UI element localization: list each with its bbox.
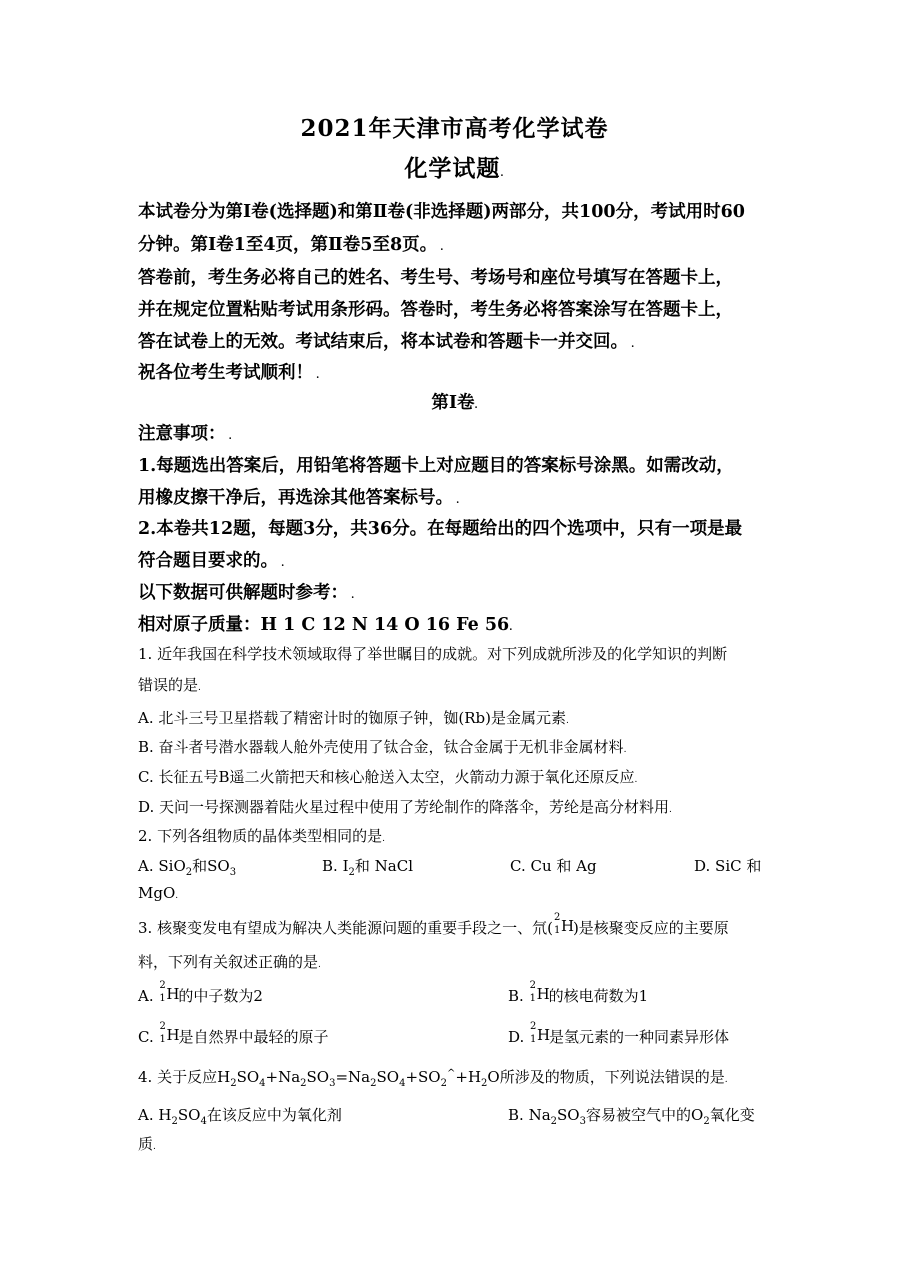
q4-option-b-s2: 3 — [579, 1116, 586, 1127]
q3-option-c-nuclide-symbol: H — [166, 1026, 180, 1044]
q3-stem-nuclide-number: 1 — [553, 925, 561, 936]
notes-title-text: 注意事项： — [138, 424, 226, 444]
q2-option-c — [510, 855, 597, 876]
section-heading: 第Ⅰ卷. — [431, 393, 478, 413]
note-1-line-1: 1.每题选出答案后，用铅笔将答题卡上对应题目的答案标号涂黑。如需改动， — [138, 456, 734, 476]
q4-option-a-s1: 2 — [171, 1116, 178, 1127]
note-2-line-1: 2.本卷共12题，每题3分，共36分。在每题给出的四个选项中，只有一项是最 — [138, 519, 743, 539]
q3-option-b — [508, 980, 649, 1006]
q3-option-d-nuclide — [529, 1021, 551, 1045]
q3-option-d-nuclide-number: 1 — [530, 1034, 537, 1045]
q3-option-a-nuclide-mass: 2 — [159, 980, 166, 991]
q4-option-b-s3: 2 — [703, 1116, 710, 1127]
q3-option-b-nuclide-number: 1 — [529, 993, 536, 1004]
q1-option-a-text: A. 北斗三号卫星搭载了精密计时的铷原子钟，铷(Rb)是金属元素 — [138, 709, 566, 727]
q3-stem-line-2: 料，下列有关叙述正确的是. — [138, 953, 321, 971]
q2-option-b-rest: 和 NaCl — [354, 857, 414, 875]
q2-option-b-formula-1: I — [342, 857, 349, 875]
q4-option-a-label: A. — [138, 1106, 154, 1124]
reference-title-text: 以下数据可供解题时参考： — [138, 583, 348, 603]
q3-option-b-nuclide — [529, 980, 550, 1004]
q4-equation — [217, 1068, 500, 1089]
q3-option-d-text: 是氢元素的一种同素异形体 — [549, 1028, 730, 1046]
intro-line-5: 答在试卷上的无效。考试结束后，将本试卷和答题卡一并交回。 . — [138, 332, 635, 352]
q2-option-a-and: 和 — [192, 857, 208, 875]
q4-option-b-text-2: 氧化变 — [709, 1106, 755, 1124]
q4-option-a-f2: SO — [177, 1106, 201, 1124]
note-2-line-2: 符合题目要求的。 . — [138, 551, 285, 571]
q3-option-a-nuclide-number: 1 — [159, 993, 166, 1004]
q3-option-a-nuclide-symbol: H — [166, 985, 180, 1003]
q3-stem-nuclide — [553, 912, 575, 936]
main-title: 2021年天津市高考化学试卷 — [300, 115, 609, 142]
q4-option-b-wrap: 质. — [138, 1135, 156, 1153]
intro-line-6: 祝各位考生考试顺利！ . — [138, 363, 320, 383]
q2-option-b-label: B. — [322, 857, 338, 875]
sub-title: 化学试题. — [404, 155, 505, 182]
q4-eq-plus-h: +H — [455, 1068, 482, 1086]
q1-option-b-text: B. 奋斗者号潜水器载人舱外壳使用了钛合金，钛合金属于无机非金属材料 — [138, 738, 624, 756]
q3-option-a — [138, 980, 263, 1006]
q2-option-a-sub-1: 2 — [185, 867, 193, 878]
atomic-mass: 相对原子质量：H 1 C 12 N 14 O 16 Fe 56. — [138, 615, 513, 635]
q4-eq-so-b: SO — [306, 1068, 330, 1086]
q4-option-b-f2: SO — [557, 1106, 580, 1124]
q3-option-c — [138, 1021, 329, 1047]
q2-option-c-label: C. — [510, 857, 526, 875]
intro-line-2: 分钟。第Ⅰ卷1至4页，第Ⅱ卷5至8页。 . — [138, 235, 444, 255]
q4-option-b — [508, 1104, 755, 1125]
q1-stem-line-1: 1. 近年我国在科学技术领域取得了举世瞩目的成就。对下列成就所涉及的化学知识的判断 — [138, 645, 728, 663]
q2-option-b-sub-1: 2 — [348, 867, 355, 878]
q4-option-a — [138, 1104, 342, 1125]
q3-stem-line-1 — [138, 912, 778, 938]
notes-title: 注意事项： . — [138, 424, 232, 444]
atomic-mass-text: 相对原子质量：H 1 C 12 N 14 O 16 Fe 56 — [138, 615, 510, 635]
q2-option-a-formula-2: SO — [207, 857, 230, 875]
q2-option-d-wrap: MgO. — [138, 884, 179, 902]
q3-option-c-label: C. — [138, 1028, 154, 1046]
q4-stem-post: 所涉及的物质，下列说法错误的是 — [499, 1068, 725, 1086]
q2-option-d — [694, 855, 761, 876]
q4-eq-o: O — [487, 1068, 500, 1086]
note-2-line-2-text: 符合题目要求的。 — [138, 551, 278, 571]
q4-eq-h: H — [217, 1068, 231, 1086]
note-1-line-2: 用橡皮擦干净后，再选涂其他答案标号。 . — [138, 488, 460, 508]
q4-eq-so-a: SO — [236, 1068, 260, 1086]
q3-option-b-label: B. — [508, 987, 524, 1005]
section-heading-text: 第Ⅰ卷 — [431, 393, 475, 413]
q4-eq-sub-b: 4 — [259, 1078, 266, 1089]
q4-eq-plus-so: +SO — [405, 1068, 441, 1086]
q3-stem-nuclide-symbol: H — [560, 917, 575, 935]
note-1-line-2-text: 用橡皮擦干净后，再选涂其他答案标号。 — [138, 488, 453, 508]
q2-option-d-label: D. — [694, 857, 711, 875]
q1-option-a: A. 北斗三号卫星搭载了精密计时的铷原子钟，铷(Rb)是金属元素. — [138, 709, 569, 727]
q3-option-a-label: A. — [138, 987, 154, 1005]
q4-option-b-text-1: 容易被空气中的 — [585, 1106, 691, 1124]
q1-option-c: C. 长征五号B遥二火箭把天和核心舱送入太空，火箭动力源于氧化还原反应. — [138, 768, 638, 786]
q4-eq-plus-na: +Na — [265, 1068, 301, 1086]
q4-eq-gas-arrow: ^ — [446, 1068, 456, 1079]
q3-option-c-text: 是自然界中最轻的原子 — [178, 1028, 329, 1046]
q2-stem-text: 2. 下列各组物质的晶体类型相同的是 — [138, 827, 383, 845]
intro-line-1: 本试卷分为第Ⅰ卷(选择题)和第Ⅱ卷(非选择题)两部分，共100分，考试用时60 — [138, 202, 745, 222]
q3-option-d-nuclide-symbol: H — [537, 1026, 551, 1044]
q4-eq-sub-h: 2 — [481, 1078, 488, 1089]
q3-stem-line-1a: 3. 核聚变发电有望成为解决人类能源问题的重要手段之一、氘( — [138, 919, 553, 937]
q4-option-a-f1: H — [158, 1106, 172, 1124]
q3-option-b-text: 的核电荷数为1 — [548, 987, 649, 1005]
q4-eq-sub-f: 4 — [399, 1078, 406, 1089]
q4-option-b-label: B. — [508, 1106, 524, 1124]
q4-eq-sub-c: 2 — [300, 1078, 307, 1089]
q1-option-b: B. 奋斗者号潜水器载人舱外壳使用了钛合金，钛合金属于无机非金属材料. — [138, 738, 627, 756]
q2-option-d-text: SiC 和 — [715, 857, 762, 875]
q1-stem-line-2-text: 错误的是 — [138, 676, 199, 694]
q1-option-d-text: D. 天问一号探测器着陆火星过程中使用了芳纶制作的降落伞，芳纶是高分材料用 — [138, 798, 670, 816]
q4-eq-sub-e: 2 — [370, 1078, 377, 1089]
q2-option-d-wrap-text: MgO — [138, 884, 176, 902]
q3-stem-line-2-text: 料，下列有关叙述正确的是 — [138, 953, 319, 971]
q4-option-a-s2: 4 — [200, 1116, 207, 1127]
q2-option-a — [138, 855, 236, 876]
q3-option-d-label: D. — [508, 1028, 525, 1046]
intro-line-3: 答卷前，考生务必将自己的姓名、考生号、考场号和座位号填写在答题卡上， — [138, 268, 733, 288]
q1-option-c-text: C. 长征五号B遥二火箭把天和核心舱送入太空，火箭动力源于氧化还原反应 — [138, 768, 635, 786]
q4-eq-so-c: SO — [376, 1068, 400, 1086]
intro-line-2-text: 分钟。第Ⅰ卷1至4页，第Ⅱ卷5至8页。 — [138, 235, 438, 255]
q4-eq-sub-g: 2 — [440, 1078, 447, 1089]
q2-option-b — [322, 855, 413, 876]
q4-option-a-text: 在该反应中为氧化剂 — [206, 1106, 342, 1124]
q4-stem-pre: 4. 关于反应 — [138, 1068, 218, 1086]
q2-stem: 2. 下列各组物质的晶体类型相同的是. — [138, 827, 385, 845]
q3-option-a-text: 的中子数为2 — [178, 987, 263, 1005]
q2-option-a-label: A. — [138, 857, 154, 875]
q4-option-b-s1: 2 — [550, 1116, 558, 1127]
reference-title: 以下数据可供解题时参考： . — [138, 583, 355, 603]
intro-line-6-text: 祝各位考生考试顺利！ — [138, 363, 313, 383]
q4-option-b-f1: Na — [528, 1106, 551, 1124]
q4-option-b-f3: O — [691, 1106, 704, 1124]
intro-line-4: 并在规定位置粘贴考试用条形码。答卷时，考生务必将答案涂写在答题卡上， — [138, 300, 733, 320]
q3-stem-line-1b: )是核聚变反应的主要原 — [572, 919, 729, 937]
q2-option-c-text: Cu 和 Ag — [530, 857, 597, 875]
q3-option-b-nuclide-mass: 2 — [529, 980, 536, 991]
sub-title-text: 化学试题 — [404, 155, 501, 182]
q4-stem: 4. 关于反应$H_2SO_4+Na_2SO_3=Na_2SO_4+SO_2^{\^{}}+H_2O$所涉及的物质，下列说法错误的是. — [138, 1068, 728, 1089]
q3-option-c-nuclide-number: 1 — [159, 1034, 166, 1045]
q2-option-a-formula-1: SiO — [158, 857, 186, 875]
intro-line-5-text: 答在试卷上的无效。考试结束后，将本试卷和答题卡一并交回。 — [138, 332, 628, 352]
q2-option-a-sub-2: 3 — [229, 867, 237, 878]
q4-option-b-wrap-text: 质 — [138, 1135, 154, 1153]
q3-option-b-nuclide-symbol: H — [536, 985, 550, 1003]
q1-stem-line-2: 错误的是. — [138, 676, 201, 694]
q3-option-a-nuclide — [158, 980, 180, 1004]
q3-option-c-nuclide — [159, 1021, 180, 1045]
q3-stem-nuclide-mass: 2 — [553, 912, 561, 923]
q1-option-d: D. 天问一号探测器着陆火星过程中使用了芳纶制作的降落伞，芳纶是高分材料用. — [138, 798, 672, 816]
q4-eq-equals-na: =Na — [335, 1068, 371, 1086]
q4-eq-sub-a: 2 — [230, 1078, 237, 1089]
q3-option-d-nuclide-mass: 2 — [530, 1021, 537, 1032]
q4-eq-sub-d: 3 — [329, 1078, 336, 1089]
q3-option-c-nuclide-mass: 2 — [159, 1021, 166, 1032]
q3-option-d — [508, 1021, 730, 1047]
